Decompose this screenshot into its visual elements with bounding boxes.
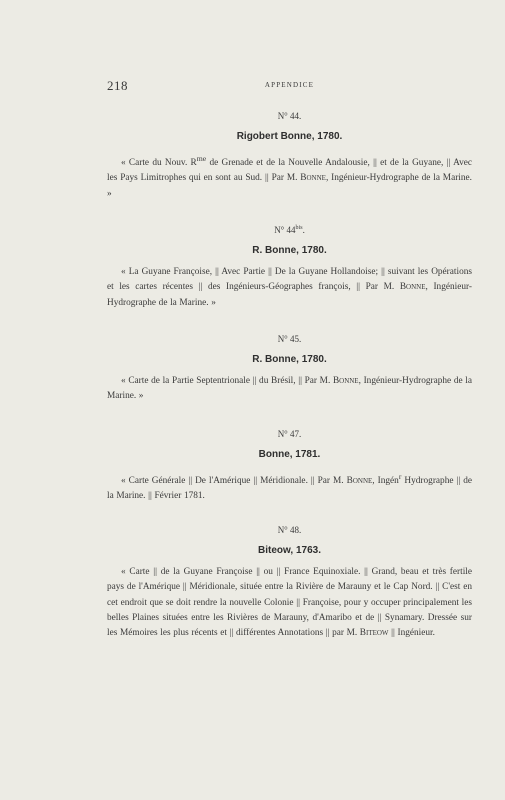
- catalog-entry-44: [107, 110, 472, 202]
- entry-number: N° 48.: [277, 525, 302, 535]
- entry-title: Biteow, 1763.: [258, 545, 321, 556]
- page-header: [107, 78, 472, 92]
- author-name: Bonne: [346, 476, 373, 487]
- author-name: Biteow: [359, 628, 389, 639]
- catalog-entry-44bis: [107, 222, 472, 311]
- entry-number: N° 44.: [277, 111, 302, 121]
- page-number: 218: [107, 78, 128, 93]
- entry-description: « Carte || de la Guyane Françoise || ou || France Equinoxiale. || Grand, beau et très fertile pays de l'Amérique || Méridionale, située entre la Rivière de Marauny et le Cap Nord. || C'est en cet endroit que se doit rendre la nouvelle Colonie || Françoise, pour y occuper principalement les belles Plaines situées entre les Rivières de Marauny, d'Amaribo et de || Synamary. Dressée sur les Mémoires les plus récents et || différentes Annotations || par M. Biteow || Ingénieur.: [107, 567, 472, 639]
- entry-description: « La Guyane Françoise, || Avec Partie || De la Guyane Hollandoise; || suivant les Opérations et les cartes récentes || des Ingénieurs-Géographes françois, || Par M. Bonne, Ingénieur-Hydrographe de la Marine. »: [107, 267, 472, 308]
- entry-title: Bonne, 1781.: [258, 449, 321, 460]
- superscript: r: [398, 472, 402, 481]
- entry-title: R. Bonne, 1780.: [252, 354, 327, 365]
- entry-description: « Carte Générale || De l'Amérique || Méridionale. || Par M. Bonne, Ingén$^r$ Hydrographe || de la Marine. || Février 1781.: [107, 472, 472, 502]
- entry-description: « Carte du Nouv. $R^{me}$ de Grenade et de la Nouvelle Andalousie, || et de la Guyane, || Avec les Pays Limitrophes qui en sont au Sud. || Par M. Bonne, Ingénieur-Hydrographe de la Marine. »: [107, 154, 472, 199]
- author-name: Bonne: [399, 282, 426, 293]
- catalog-entry-48: [107, 524, 472, 641]
- catalog-entry-45: [107, 333, 472, 405]
- author-name: Bonne: [300, 173, 326, 184]
- entry-title: Rigobert Bonne, 1780.: [236, 131, 343, 142]
- catalog-entry-47: [107, 428, 472, 505]
- running-head: APPENDICE: [264, 81, 315, 89]
- number-suffix: bis: [295, 225, 303, 231]
- entry-number: N° $44^{bis}$.: [274, 225, 305, 235]
- entry-title: R. Bonne, 1780.: [252, 245, 327, 256]
- superscript: me: [196, 154, 207, 163]
- entry-number: N° 45.: [277, 334, 302, 344]
- author-name: Bonne: [332, 376, 359, 386]
- entry-number: N° 47.: [277, 429, 302, 439]
- entry-description: « Carte de la Partie Septentrionale || du Brésil, || Par M. Bonne, Ingénieur-Hydrographe de la Marine. »: [107, 376, 472, 402]
